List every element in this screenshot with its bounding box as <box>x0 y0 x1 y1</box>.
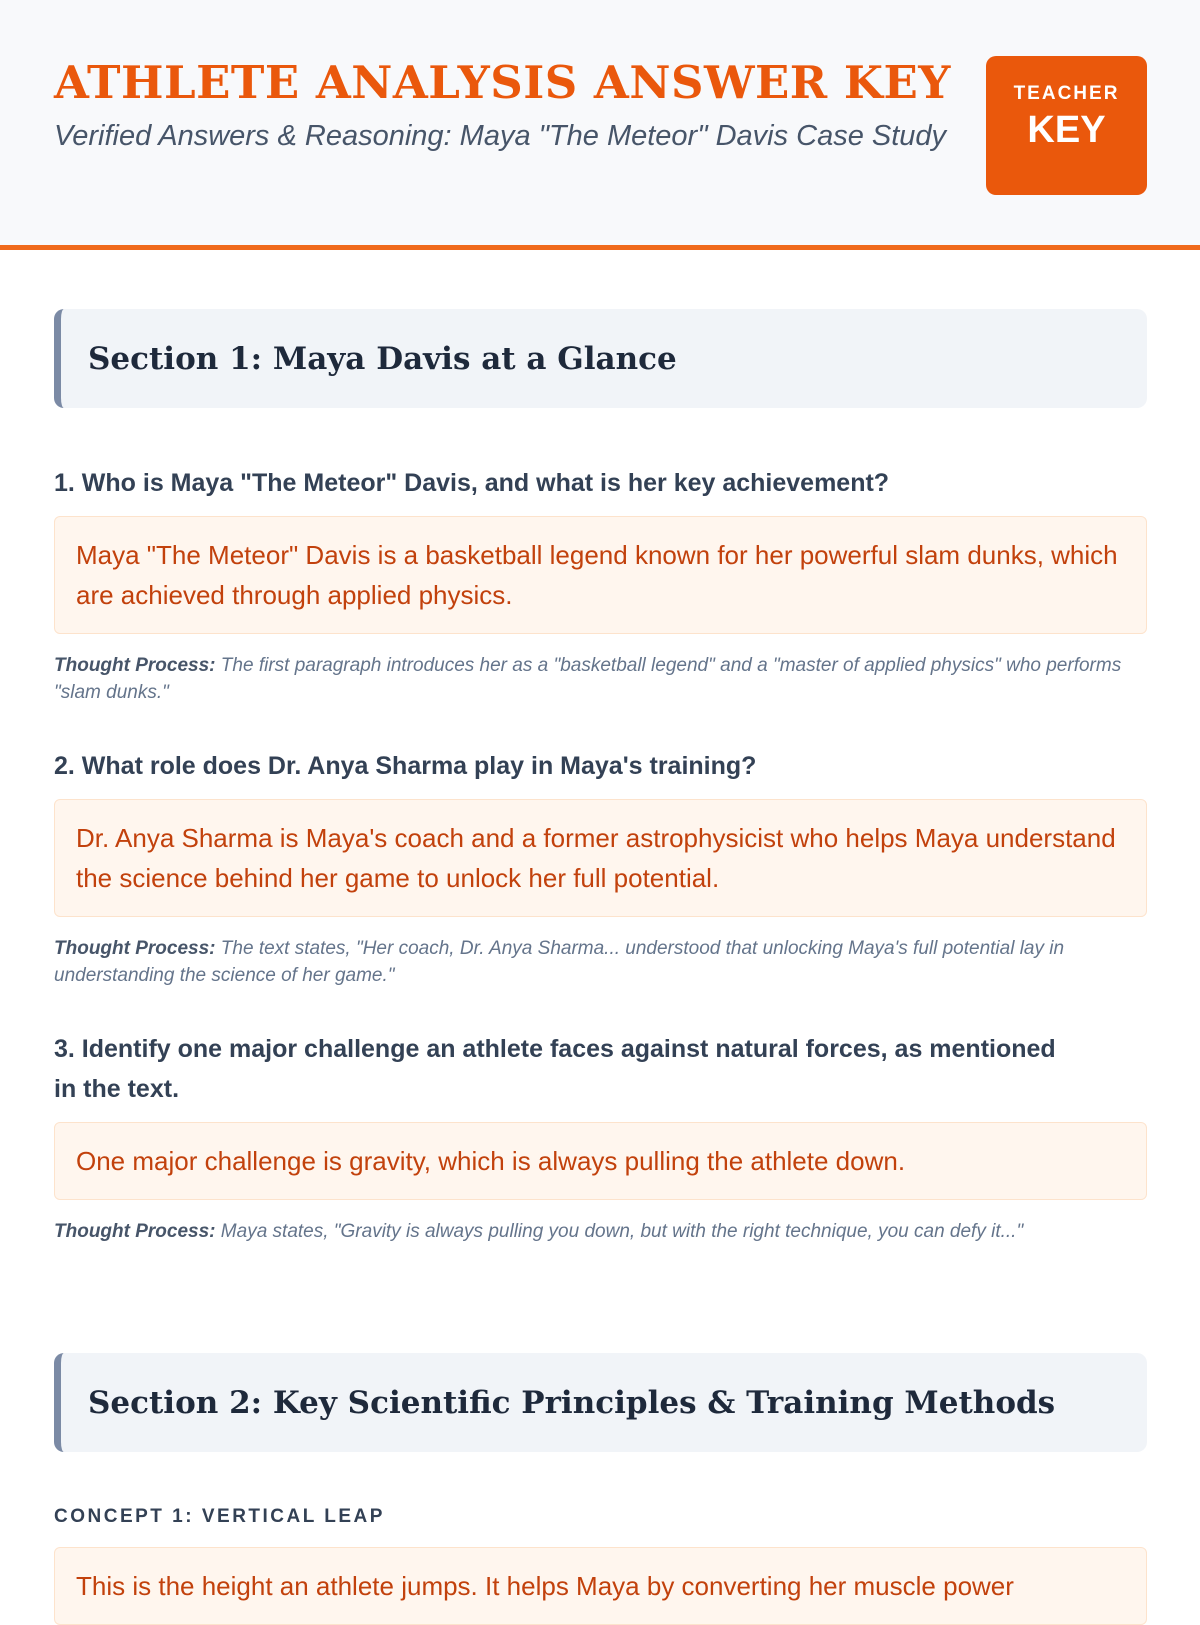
thought-process-2 <box>54 935 1147 989</box>
page-title: ATHLETE ANALYSIS ANSWER KEY <box>54 56 951 109</box>
answer-3: One major challenge is gravity, which is always pulling the athlete down. <box>54 1122 1147 1200</box>
thought-text: Maya states, "Gravity is always pulling you down, but with the right technique, you can defy it..." <box>220 1221 1024 1242</box>
badge-top-label: TEACHER <box>1013 83 1120 104</box>
teacher-key-badge <box>986 56 1147 195</box>
concept-1-label: CONCEPT 1: VERTICAL LEAP <box>54 1506 385 1527</box>
thought-text: The first paragraph introduces her as a "basketball legend" and a "master of applied physics" who performs "slam dunks." <box>54 655 1122 703</box>
thought-text: The text states, "Her coach, Dr. Anya Sharma... understood that unlocking Maya's full potential lay in understanding the science of her game." <box>54 938 1065 986</box>
thought-process-3 <box>54 1218 1147 1245</box>
thought-label: Thought Process: <box>54 1221 216 1242</box>
section-2-title: Section 2: Key Scientific Principles & Training Methods <box>88 1384 1056 1421</box>
answer-1: Maya "The Meteor" Davis is a basketball legend known for her powerful slam dunks, which are achieved through applied physics. <box>54 516 1147 634</box>
section-1-title: Section 1: Maya Davis at a Glance <box>88 340 677 377</box>
badge-main-label: KEY <box>1027 109 1106 151</box>
question-3: 3. Identify one major challenge an athlete faces against natural forces, as mentioned in the text. <box>54 1035 1056 1103</box>
section-1-banner <box>54 309 1147 408</box>
concept-1-answer: This is the height an athlete jumps. It helps Maya by converting her muscle power <box>54 1547 1147 1625</box>
question-2: 2. What role does Dr. Anya Sharma play in Maya's training? <box>54 752 757 780</box>
section-2-banner <box>54 1353 1147 1452</box>
thought-label: Thought Process: <box>54 938 216 959</box>
thought-process-1 <box>54 652 1147 706</box>
thought-label: Thought Process: <box>54 655 216 676</box>
page-subtitle: Verified Answers & Reasoning: Maya "The Meteor" Davis Case Study <box>54 120 947 152</box>
question-1: 1. Who is Maya "The Meteor" Davis, and what is her key achievement? <box>54 469 890 497</box>
page-header <box>0 0 1200 250</box>
answer-2: Dr. Anya Sharma is Maya's coach and a former astrophysicist who helps Maya understand the science behind her game to unlock her full potential. <box>54 799 1147 917</box>
